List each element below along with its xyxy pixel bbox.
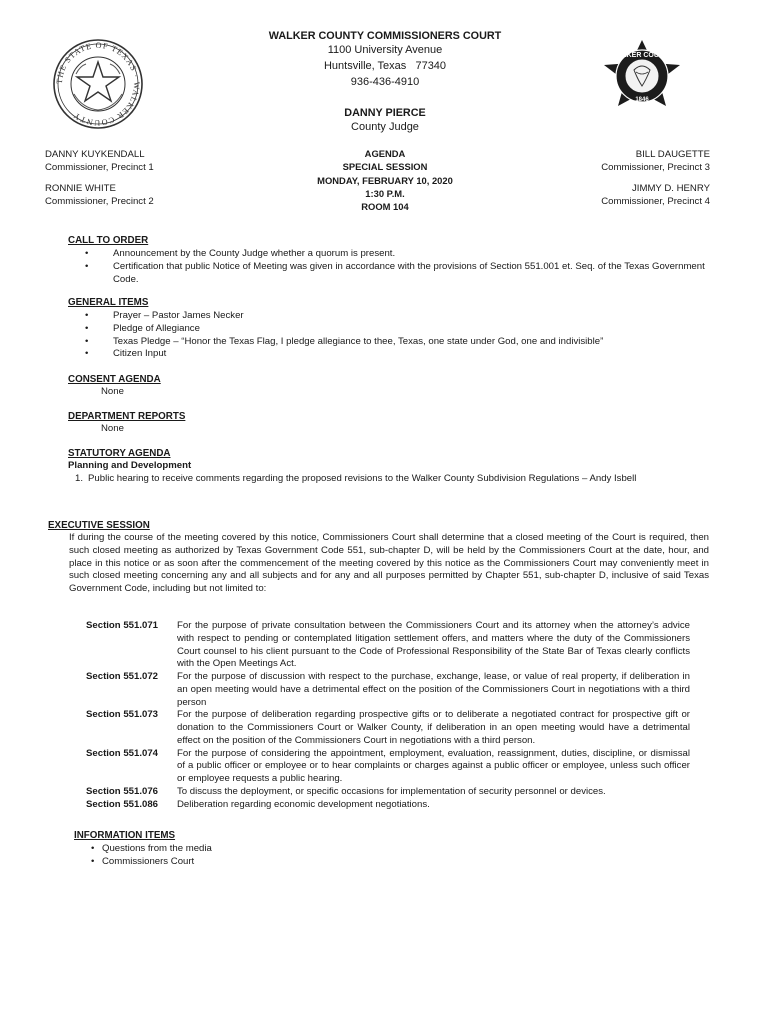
court-city: Huntsville, Texas 77340 <box>323 60 447 73</box>
commissioner-precinct-2 <box>45 183 154 209</box>
statute-description: For the purpose of considering the appointment, employment, evaluation, reassignment, duties, discipline, or dismissal of a public officer or employee or to hear complaints or charges against a public officer or employee, unless such officer or employee requests a public hearing. <box>177 747 690 784</box>
call-to-order-section <box>68 234 708 286</box>
list-item <box>68 473 708 486</box>
statute-label: Section 551.072 <box>86 671 158 682</box>
list-item: • Prayer – Pastor James Necker <box>68 310 708 323</box>
seal-left-text: THE STATE OF TEXAS · WALKER COUNTY <box>54 40 142 128</box>
general-items-list <box>68 310 708 361</box>
statute-label: Section 551.074 <box>86 747 158 759</box>
statute-description: For the purpose of discussion with respect to the purchase, exchange, lease, or value of real property, if deliberation in an open meeting would have a detrimental effect on the position of the Commissioners Court in negotiations with a third person <box>177 671 690 708</box>
agenda-session: SPECIAL SESSION <box>342 161 428 173</box>
section-title: STATUTORY AGENDA <box>68 448 171 459</box>
judge-name: DANNY PIERCE <box>344 107 426 119</box>
walker-county-seal-right <box>592 38 692 110</box>
department-reports-section <box>68 410 708 436</box>
statute-description: For the purpose of private consultation between the Commissioners Court and its attorney when the attorney’s advice with respect to pending or contemplated litigation settlement offers, and matters where the duty of the Commissioners Court counsel to his client pursuant to the Code of Professional Responsibility of the State Bar of Texas clearly conflicts with the Open Meetings Act. <box>177 620 690 670</box>
commissioner-name: BILL DAUGETTE <box>635 149 710 160</box>
section-title: EXECUTIVE SESSION <box>48 520 150 531</box>
item-number: 1. <box>75 472 84 484</box>
agenda-info <box>235 147 535 214</box>
court-address: 1100 University Avenue <box>327 44 443 57</box>
statute-row <box>0 786 710 799</box>
general-items-section <box>68 296 708 361</box>
list-item: • Citizen Input <box>68 348 708 361</box>
agenda-time: 1:30 P.M. <box>365 188 405 200</box>
consent-agenda-section <box>68 373 708 399</box>
statute-row <box>0 620 710 671</box>
list-item: • Questions from the media <box>74 843 714 856</box>
information-items-list <box>74 843 714 869</box>
seal-right-year: 1846 <box>635 97 649 103</box>
statute-label: Section 551.076 <box>86 785 158 797</box>
information-items-section <box>74 829 714 869</box>
agenda-date: MONDAY, FEBRUARY 10, 2020 <box>317 174 453 186</box>
statute-row <box>0 671 710 709</box>
statutory-agenda-section <box>68 447 708 486</box>
list-item: • Announcement by the County Judge whether a quorum is present. <box>68 248 708 261</box>
call-to-order-list <box>68 248 708 286</box>
section-text: None <box>101 423 124 435</box>
statutory-items-list <box>68 473 708 486</box>
item-text: Public hearing to receive comments regarding the proposed revisions to the Walker County Subdivision Regulations – Andy Isbell <box>88 472 637 484</box>
agenda-room: ROOM 104 <box>361 201 409 213</box>
statute-description: Deliberation regarding economic development negotiations. <box>177 798 430 810</box>
court-name: WALKER COUNTY COMMISSIONERS COURT <box>268 30 502 42</box>
section-title: INFORMATION ITEMS <box>74 830 176 841</box>
commissioner-name: DANNY KUYKENDALL <box>45 149 145 160</box>
section-title: CONSENT AGENDA <box>68 374 161 385</box>
list-item: • Texas Pledge – “Honor the Texas Flag, I pledge allegiance to thee, Texas, one state under God, one and indivisible” <box>68 336 708 349</box>
section-title: DEPARTMENT REPORTS <box>68 411 186 422</box>
section-text: None <box>101 386 124 398</box>
agenda-label: AGENDA <box>364 148 406 159</box>
section-title: CALL TO ORDER <box>68 235 149 246</box>
seal-right-text: WALKER COUNTY <box>611 52 673 59</box>
svg-text:THE STATE OF TEXAS · WALKER CO <box>55 41 141 127</box>
executive-intro: If during the course of the meeting covered by this notice, Commissioners Court shall determine that a closed meeting of the Court is required, then such closed meeting as authorized by Texas Government Code 551, sub-chapter D, will be held by the Commissioners Court at the date, hour, and place in this notice or as soon after the commencement of the meeting covered by this notice as the Commissioners Court may conveniently meet in such closed meeting concerning any and all subjects and for any and all purposes permitted by Chapter 551, sub-chapter D, inclusive of said Texas Government Code, including but not limited to: <box>69 532 709 595</box>
section-subtitle: Planning and Development <box>68 460 192 472</box>
executive-session-section <box>48 519 713 596</box>
statute-label: Section 551.073 <box>86 709 158 721</box>
commissioner-precinct-3 <box>601 149 710 175</box>
statute-row <box>0 748 710 786</box>
commissioner-precinct: Commissioner, Precinct 2 <box>45 195 154 207</box>
statute-description: To discuss the deployment, or specific occasions for implementation of security personnel or devices. <box>177 785 606 797</box>
statute-label: Section 551.071 <box>86 620 158 631</box>
commissioner-precinct: Commissioner, Precinct 4 <box>601 195 710 207</box>
executive-sections-list <box>0 620 710 811</box>
statute-description: For the purpose of deliberation regarding prospective gifts or to deliberate a negotiated contract for prospective gift or donation to the Commissioners Court or Walker County, if deliberation in an open meeting would have a detrimental effect on the position of the Commissioners Court in negotiations with a third person. <box>177 709 690 746</box>
list-item: • Pledge of Allegiance <box>68 323 708 336</box>
judge-block <box>235 106 535 135</box>
section-title: GENERAL ITEMS <box>68 297 149 308</box>
judge-title: County Judge <box>351 121 419 134</box>
statute-row <box>0 709 710 747</box>
commissioner-name: JIMMY D. HENRY <box>631 183 710 194</box>
commissioner-precinct-4 <box>601 183 710 209</box>
court-header <box>185 29 585 91</box>
commissioner-precinct: Commissioner, Precinct 1 <box>45 161 154 173</box>
list-item: • Commissioners Court <box>74 856 714 869</box>
commissioner-name: RONNIE WHITE <box>45 183 116 194</box>
list-item: • Certification that public Notice of Meeting was given in accordance with the provisions of Section 551.001 et. Seq. of the Texas Government Code. <box>68 261 708 287</box>
statute-row <box>0 799 710 812</box>
commissioner-precinct-1 <box>45 149 154 175</box>
walker-county-seal-left <box>52 38 144 130</box>
commissioner-precinct: Commissioner, Precinct 3 <box>601 161 710 173</box>
court-phone: 936-436-4910 <box>350 76 420 89</box>
statute-label: Section 551.086 <box>86 798 158 810</box>
